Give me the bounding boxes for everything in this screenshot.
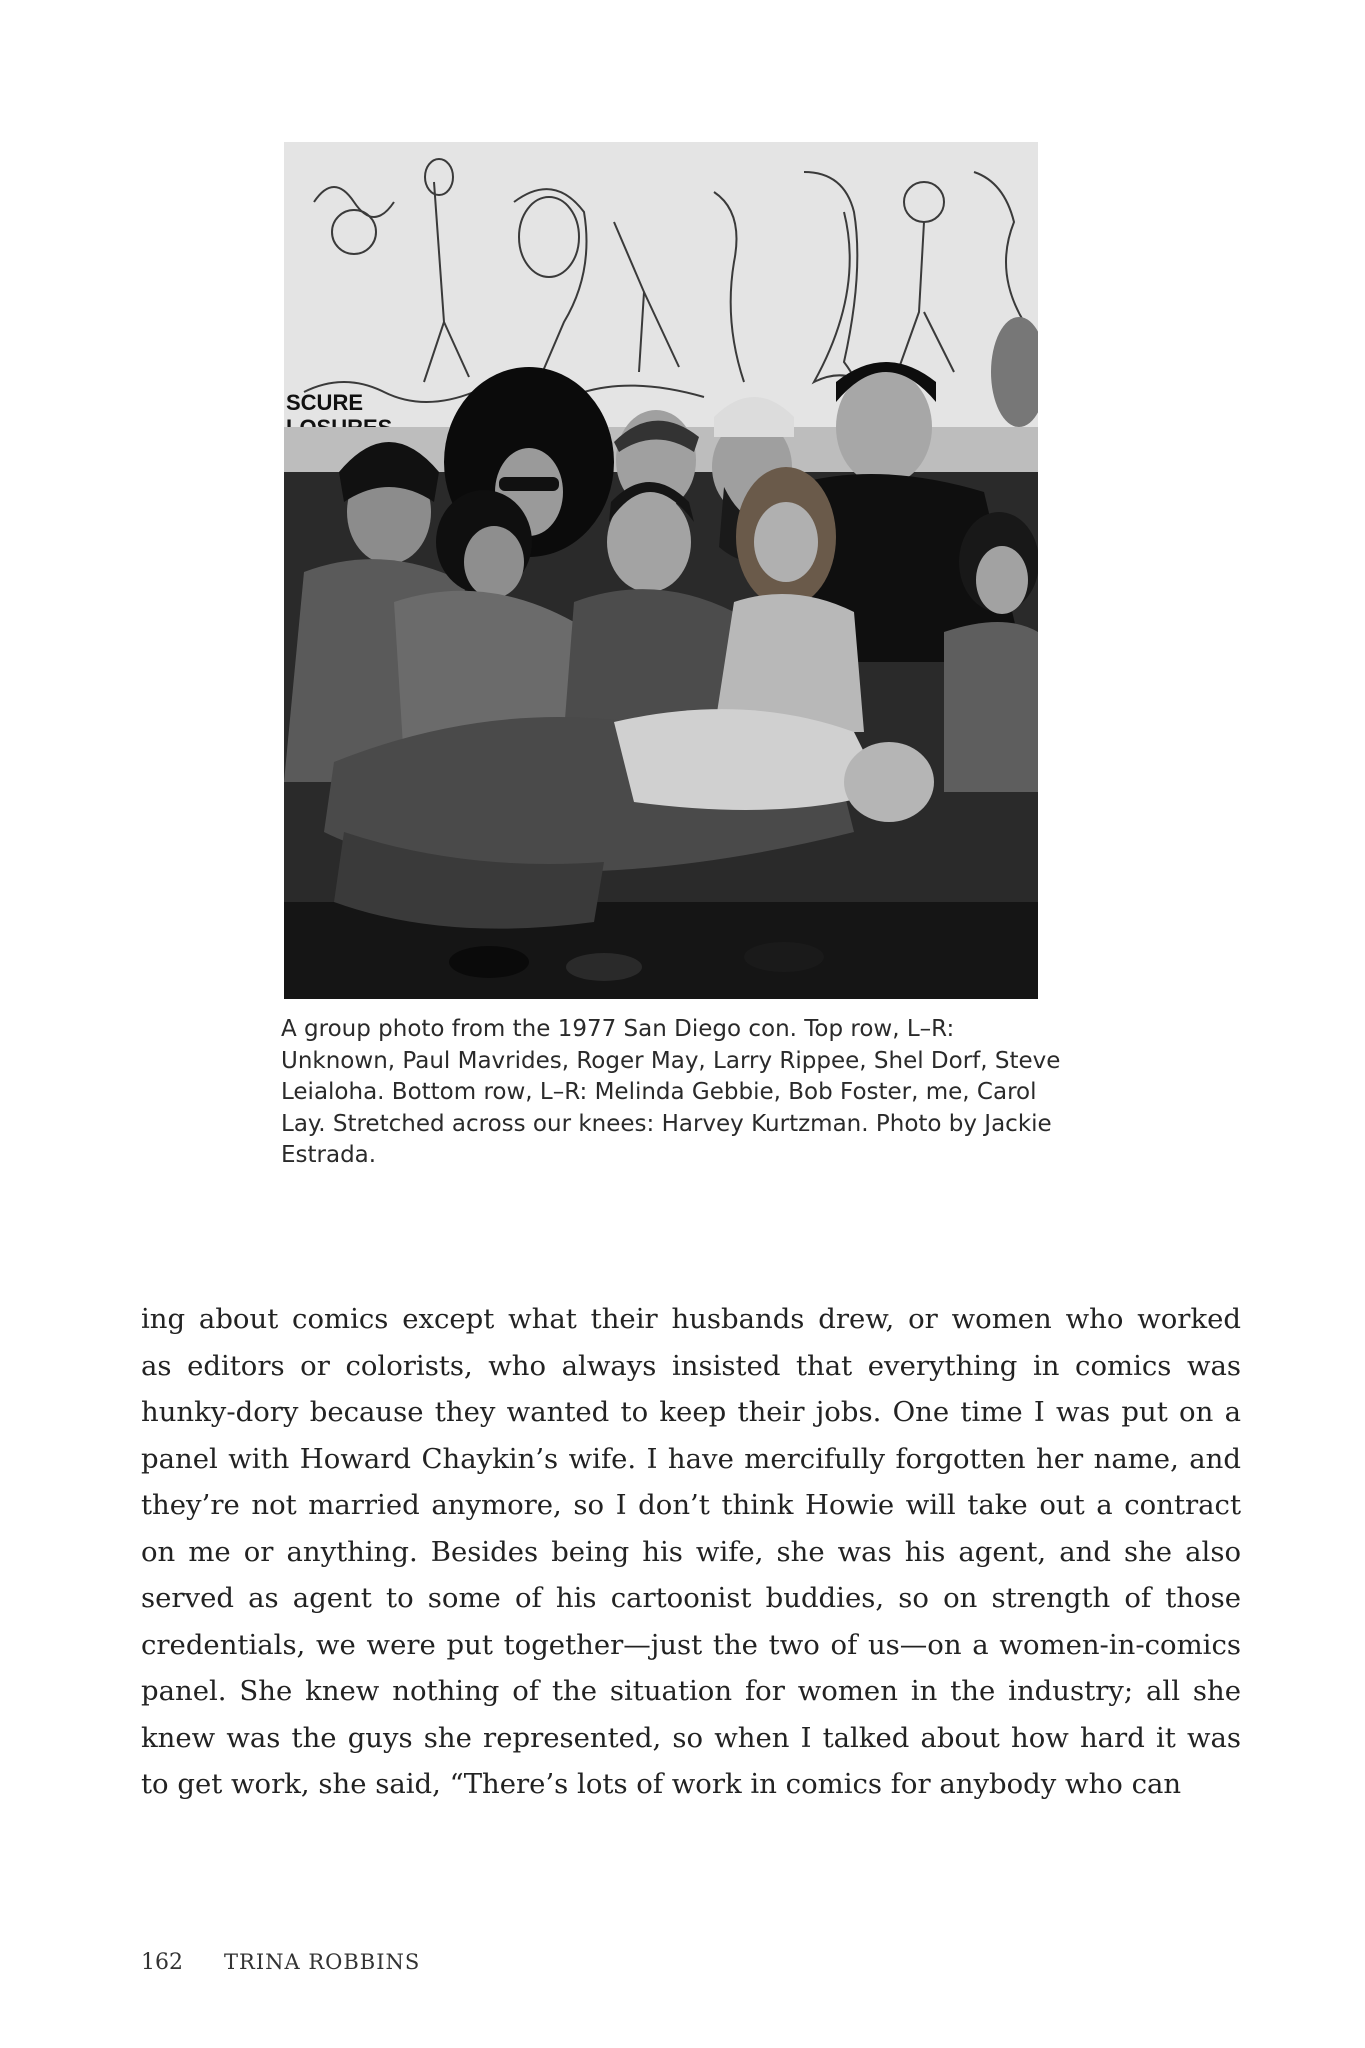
- photo-caption: A group photo from the 1977 San Diego con. Top row, L–R: Unknown, Paul Mavrides, Roger May, Larry Rippee, Shel Dorf, Steve Leialoha. Bottom row, L–R: Melinda Gebbie, Bob Foster, me, Carol Lay. Stretched across our knees: Harvey Kurtzman. Photo by Jackie Estrada.: [281, 1016, 1061, 1168]
- body-line: knew was the guys she represented, so when I talked about how hard it was: [141, 1721, 1241, 1754]
- page-number: 162: [141, 1950, 183, 1975]
- body-line: served as agent to some of his cartoonist buddies, so on strength of those: [141, 1582, 1241, 1614]
- body-line: on me or anything. Besides being his wife, she was his agent, and she also: [141, 1535, 1241, 1568]
- body-line: hunky-dory because they wanted to keep their jobs. One time I was put on a: [141, 1396, 1241, 1428]
- body-line: ing about comics except what their husbands drew, or women who worked: [141, 1303, 1241, 1335]
- group-photo: [284, 142, 1038, 999]
- page-footer: [141, 1950, 420, 1975]
- body-line: panel. She knew nothing of the situation for women in the industry; all she: [141, 1675, 1241, 1707]
- running-footer-author: TRINA ROBBINS: [224, 1950, 421, 1974]
- group-photo-illustration: [284, 142, 1038, 999]
- body-line: they’re not married anymore, so I don’t think Howie will take out a contract: [141, 1489, 1241, 1521]
- body-line: panel with Howard Chaykin’s wife. I have mercifully forgotten her name, and: [141, 1442, 1241, 1475]
- wall-lettering: SCURE: [286, 390, 364, 415]
- body-text: [141, 1296, 1241, 1808]
- body-line: credentials, we were put together—just the two of us—on a women-in-comics: [141, 1628, 1241, 1661]
- body-line: as editors or colorists, who always insisted that everything in comics was: [141, 1349, 1241, 1382]
- body-line: to get work, she said, “There’s lots of work in comics for anybody who can: [141, 1768, 1182, 1800]
